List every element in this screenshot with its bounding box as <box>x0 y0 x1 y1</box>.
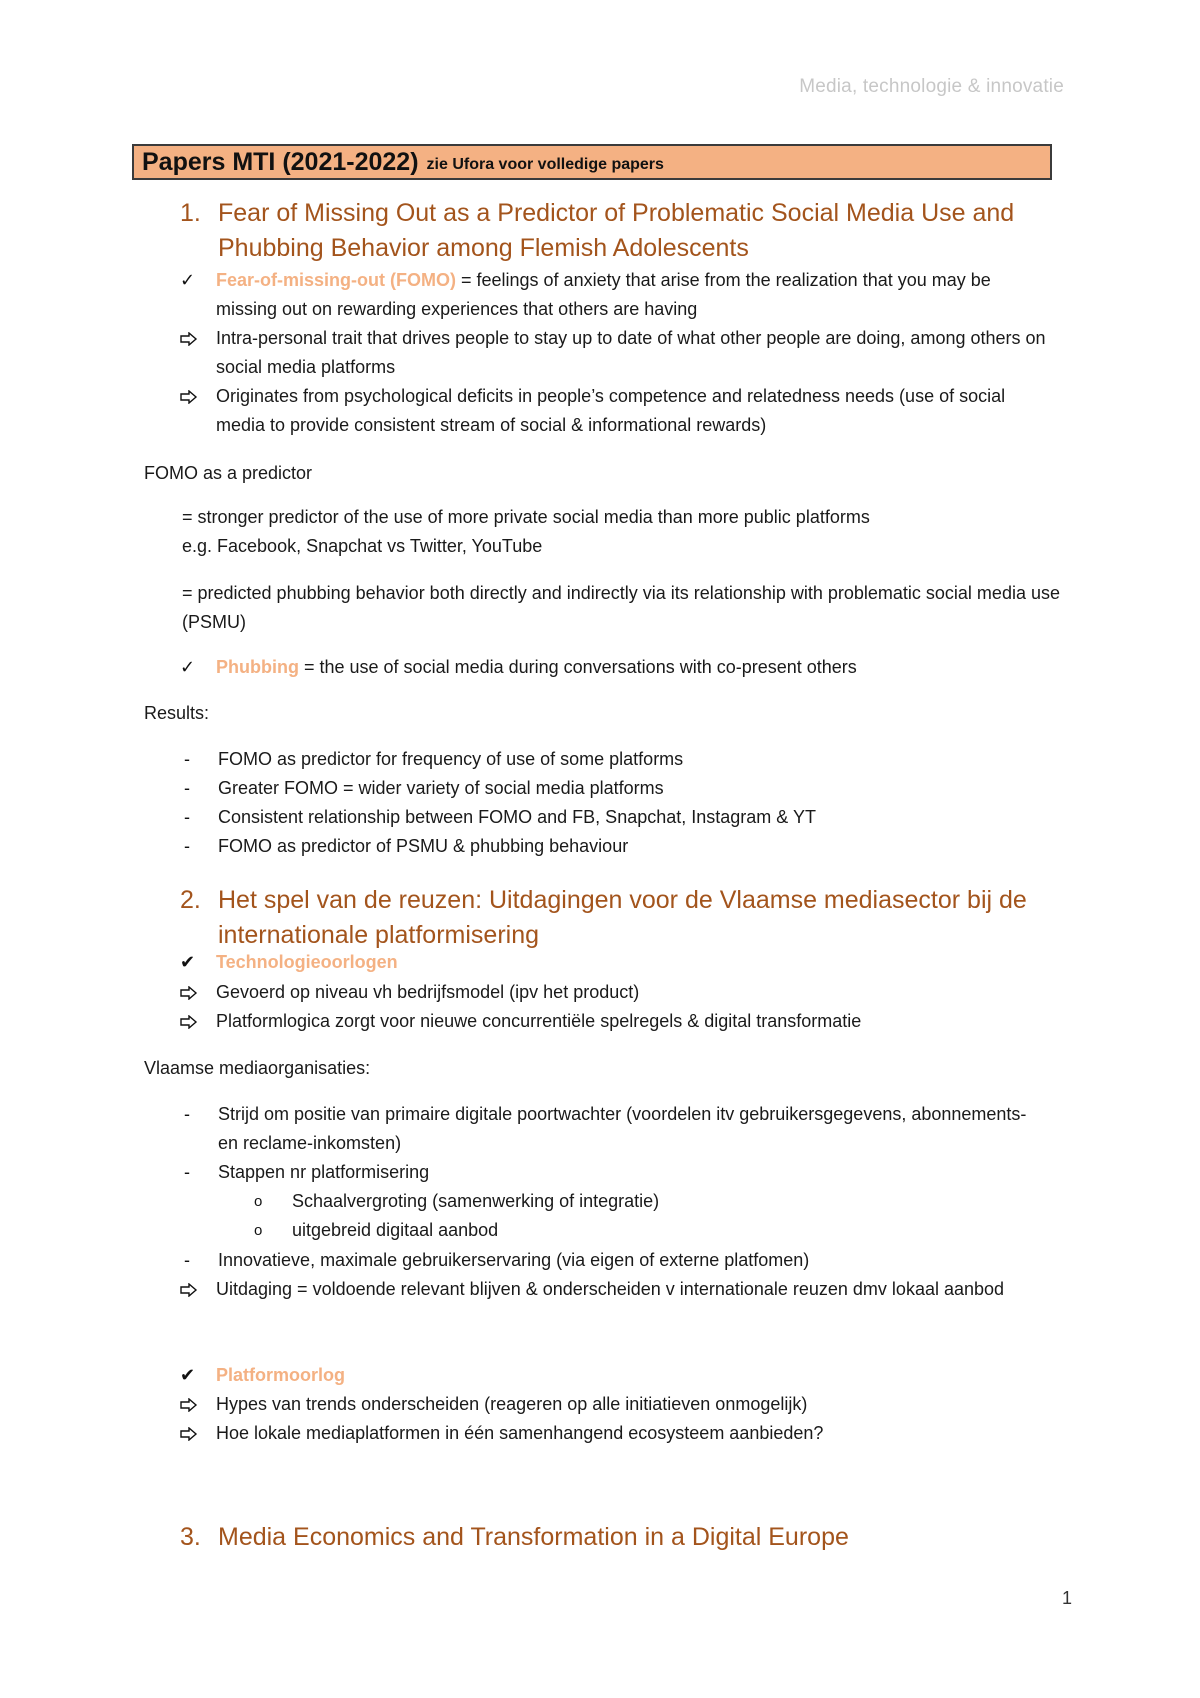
circle-bullet: o <box>254 1222 263 1239</box>
dash-bullet: - <box>184 778 190 798</box>
list-item-text: Consistent relationship between FOMO and FB, Snapchat, Instagram & YT <box>218 807 816 827</box>
dash-bullet: - <box>184 1250 190 1270</box>
dash-bullet: - <box>184 807 190 827</box>
predictor-example: e.g. Facebook, Snapchat vs Twitter, YouTube <box>182 536 543 556</box>
arrow-right-icon <box>180 390 198 404</box>
section-3-number: 3. <box>180 1523 201 1551</box>
arrow-right-icon <box>180 1398 198 1412</box>
list-item-text: Stappen nr platformisering <box>218 1162 430 1182</box>
dash-bullet: - <box>184 1104 190 1124</box>
arrow-right-icon <box>180 1015 198 1029</box>
results-label: Results: <box>144 703 210 723</box>
sub-list-item-text: uitgebreid digitaal aanbod <box>292 1220 499 1240</box>
checkmark-icon: ✓ <box>180 657 196 677</box>
fomo-predictor-label: FOMO as a predictor <box>144 463 313 483</box>
dash-bullet: - <box>184 1162 190 1182</box>
list-item-text: Greater FOMO = wider variety of social media platforms <box>218 778 664 798</box>
section-2-heading <box>180 883 1080 953</box>
document-subtitle: zie Ufora voor volledige papers <box>426 156 664 173</box>
arrow-item-text: Uitdaging = voldoende relevant blijven & onderscheiden v internationale reuzen dmv lokaal aanbod <box>216 1279 1005 1299</box>
section-2-title: Het spel van de reuzen: Uitdagingen voor de Vlaamse mediasector bij de internationale platformisering <box>218 886 1027 949</box>
list-item-text: Innovatieve, maximale gebruikerservaring (via eigen of externe platfomen) <box>218 1250 810 1270</box>
title-box <box>132 144 1052 180</box>
term-technologieoorlogen: Technologieoorlogen <box>216 952 398 972</box>
section-2-number: 2. <box>180 886 201 914</box>
arrow-right-icon <box>180 332 198 346</box>
predicted-line: = predicted phubbing behavior both directly and indirectly via its relationship with problematic social media use (PSMU) <box>182 583 1060 632</box>
checkmark-icon: ✓ <box>180 270 196 290</box>
list-item-text: FOMO as predictor of PSMU & phubbing behaviour <box>218 836 629 856</box>
section-1-heading <box>180 196 1080 266</box>
dash-bullet: - <box>184 836 190 856</box>
section-3-heading <box>180 1520 1080 1555</box>
checkmark-icon: ✔ <box>180 952 196 972</box>
arrow-right-icon <box>180 1283 198 1297</box>
term-phubbing: Phubbing <box>216 657 299 677</box>
arrow-item-text: Platformlogica zorgt voor nieuwe concurrentiële spelregels & digital transformatie <box>216 1011 862 1031</box>
arrow-right-icon <box>180 1427 198 1441</box>
list-item-text: FOMO as predictor for frequency of use of some platforms <box>218 749 684 769</box>
term-fomo: Fear-of-missing-out (FOMO) <box>216 270 456 290</box>
term-definition: = feelings of anxiety that arise from the realization that you may be missing out on rewarding experiences that others are having <box>216 270 991 319</box>
list-item-text: Strijd om positie van primaire digitale poortwachter (voordelen itv gebruikersgegevens, abonnements- en reclame-inkomsten) <box>218 1104 1027 1153</box>
sub-list-item-text: Schaalvergroting (samenwerking of integratie) <box>292 1191 660 1211</box>
arrow-right-icon <box>180 986 198 1000</box>
arrow-item-text: Hoe lokale mediaplatformen in één samenhangend ecosysteem aanbieden? <box>216 1423 824 1443</box>
section-1-title: Fear of Missing Out as a Predictor of Problematic Social Media Use and Phubbing Behavior among Flemish Adolescents <box>218 199 1015 262</box>
predictor-line: = stronger predictor of the use of more private social media than more public platforms <box>182 507 870 527</box>
section-1-number: 1. <box>180 199 201 227</box>
page-number: 1 <box>1061 1588 1072 1608</box>
orgs-label: Vlaamse mediaorganisaties: <box>144 1058 371 1078</box>
arrow-item-text: Originates from psychological deficits in people’s competence and relatedness needs (use of social media to provide consistent stream of social & informational rewards) <box>216 386 1006 435</box>
section-3-title: Media Economics and Transformation in a Digital Europe <box>218 1523 849 1551</box>
document-title: Papers MTI (2021-2022) <box>142 147 419 176</box>
checkmark-icon: ✔ <box>180 1365 196 1385</box>
dash-bullet: - <box>184 749 190 769</box>
running-header: Media, technologie & innovatie <box>799 76 1064 97</box>
arrow-item-text: Gevoerd op niveau vh bedrijfsmodel (ipv het product) <box>216 982 640 1002</box>
arrow-item-text: Intra-personal trait that drives people to stay up to date of what other people are doing, among others on social media platforms <box>216 328 1046 377</box>
term-definition: = the use of social media during conversations with co-present others <box>298 657 857 677</box>
term-platformoorlog: Platformoorlog <box>216 1365 345 1385</box>
arrow-item-text: Hypes van trends onderscheiden (reageren op alle initiatieven onmogelijk) <box>216 1394 808 1414</box>
circle-bullet: o <box>254 1193 263 1210</box>
